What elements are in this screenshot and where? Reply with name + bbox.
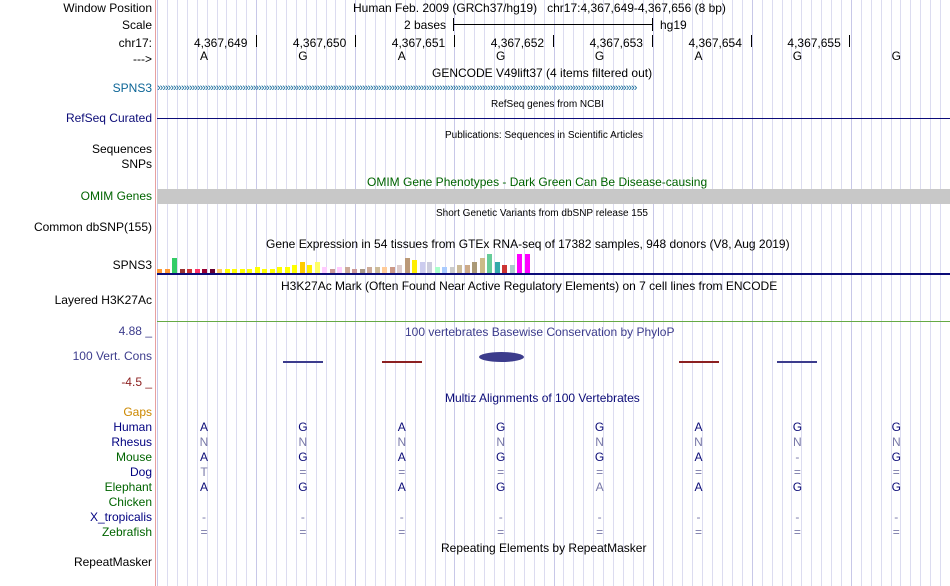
ruler-tick	[553, 35, 554, 47]
multiz-base: -	[894, 510, 899, 524]
gtex-expression-bars[interactable]	[157, 254, 557, 273]
multiz-base: A	[694, 420, 703, 434]
gtex-tissue-bar[interactable]	[420, 262, 425, 273]
multiz-base: G	[298, 420, 308, 434]
multiz-species-label[interactable]: Mouse	[115, 450, 152, 464]
scale-text: 2 bases	[404, 18, 447, 32]
ruler-coordinate: 4,367,653	[589, 36, 643, 50]
ruler-base: G	[496, 49, 506, 63]
multiz-base: =	[793, 465, 801, 479]
multiz-base: =	[398, 465, 406, 479]
gtex-tissue-bar[interactable]	[510, 265, 515, 273]
gtex-tissue-bar[interactable]	[480, 258, 485, 273]
assembly-name: Human Feb. 2009 (GRCh37/hg19)	[353, 1, 538, 15]
gtex-tissue-bar[interactable]	[292, 265, 297, 273]
gencode-gene-feature[interactable]: ››››››››››››››››››››››››››››››››››››››››››››››››››››››››››››››››››››››››››››››››››››››››››››››››››››››››››››››››››››››››››››››››››››››››››››››››››››››››››››››››››››››››››››››››››››	[157, 82, 637, 94]
ruler-base: A	[199, 49, 208, 63]
gtex-tissue-bar[interactable]	[427, 262, 432, 273]
gtex-tissue-bar[interactable]	[315, 262, 320, 273]
multiz-base: -	[202, 510, 206, 524]
multiz-base: A	[397, 420, 406, 434]
pubs-sequences-label[interactable]: Sequences	[91, 142, 152, 156]
h3k27ac-signal-baseline	[157, 321, 950, 322]
pubs-snps-label[interactable]: SNPs	[121, 157, 152, 171]
gtex-tissue-bar[interactable]	[397, 265, 402, 273]
gtex-tissue-bar[interactable]	[487, 254, 492, 273]
multiz-base: G	[298, 480, 308, 494]
multiz-base: =	[694, 525, 702, 539]
multiz-base: A	[595, 480, 604, 494]
multiz-base: G	[594, 420, 605, 434]
dbsnp-track-title: Short Genetic Variants from dbSNP release 155	[436, 208, 648, 219]
cons-max-label: 4.88 _	[118, 324, 152, 338]
gtex-tissue-bar[interactable]	[502, 265, 507, 273]
multiz-base: A	[199, 450, 208, 464]
multiz-base: N	[298, 435, 308, 449]
rmsk-track-label[interactable]: RepeatMasker	[73, 555, 152, 569]
multiz-species-label[interactable]: Elephant	[104, 480, 152, 494]
multiz-base: =	[694, 465, 702, 479]
gtex-tissue-bar[interactable]	[412, 260, 417, 273]
gtex-tissue-bar[interactable]	[472, 262, 477, 273]
multiz-base: =	[497, 465, 505, 479]
refseq-track-label[interactable]: RefSeq Curated	[65, 111, 152, 125]
multiz-base: =	[892, 525, 900, 539]
gtex-gene-label[interactable]: SPNS3	[112, 258, 152, 272]
cons-base-mark[interactable]	[382, 361, 422, 363]
ruler-coordinate: 4,367,650	[292, 36, 347, 50]
scale-bar	[453, 24, 652, 25]
multiz-base: G	[891, 420, 901, 434]
ruler-base: G	[298, 49, 308, 63]
multiz-base: G	[891, 450, 901, 464]
cons-min-label: -4.5 _	[121, 375, 152, 389]
pubs-track-title: Publications: Sequences in Scientific Articles	[445, 130, 643, 141]
scale-bar-left-end	[453, 18, 454, 31]
gtex-tissue-bar[interactable]	[517, 254, 522, 273]
multiz-base: N	[595, 435, 604, 449]
gtex-tissue-bar[interactable]	[172, 258, 177, 273]
cons-track-label[interactable]: 100 Vert. Cons	[72, 349, 152, 363]
multiz-base: =	[793, 525, 801, 539]
gtex-track-title: Gene Expression in 54 tissues from GTEx RNA-seq of 17382 samples, 948 donors (V8, Aug 2019)	[266, 237, 790, 251]
ruler-coordinate: 4,367,652	[490, 36, 545, 50]
multiz-base: -	[399, 510, 404, 524]
window-position-label: Window Position	[63, 1, 152, 15]
multiz-base: G	[496, 420, 506, 434]
multiz-base: -	[696, 510, 701, 524]
multiz-base: N	[694, 435, 703, 449]
multiz-base: A	[199, 420, 208, 434]
dbsnp-track-label[interactable]: Common dbSNP(155)	[33, 220, 152, 234]
multiz-base: N	[199, 435, 209, 449]
h3k27ac-track-label[interactable]: Layered H3K27Ac	[54, 293, 152, 307]
multiz-species-label[interactable]: Chicken	[108, 495, 152, 509]
cons-base-mark[interactable]	[479, 352, 524, 362]
multiz-base: G	[792, 480, 803, 494]
multiz-base: A	[397, 450, 406, 464]
gtex-tissue-bar[interactable]	[307, 265, 312, 273]
multiz-base: -	[795, 510, 800, 524]
ruler-coordinate: 4,367,649	[194, 36, 248, 50]
multiz-base: =	[596, 465, 604, 479]
multiz-base: G	[891, 480, 901, 494]
ruler-tick	[849, 35, 850, 47]
multiz-base: =	[200, 525, 208, 539]
refseq-gene-line[interactable]	[157, 118, 950, 119]
multiz-base: -	[498, 510, 503, 524]
ruler-tick	[652, 35, 653, 47]
multiz-species-label[interactable]: X_tropicalis	[89, 510, 152, 524]
multiz-base: N	[891, 435, 901, 449]
multiz-species-label[interactable]: Zebrafish	[101, 525, 152, 539]
scale-label: Scale	[121, 18, 152, 32]
multiz-species-label[interactable]: Human	[113, 420, 152, 434]
multiz-base: =	[892, 465, 900, 479]
multiz-base: G	[298, 450, 308, 464]
scale-bar-right-end	[652, 18, 653, 31]
ruler-base: A	[397, 49, 406, 63]
omim-track-label[interactable]: OMIM Genes	[80, 189, 152, 203]
multiz-base: A	[199, 480, 208, 494]
multiz-track-title: Multiz Alignments of 100 Vertebrates	[445, 391, 640, 405]
multiz-base: T	[200, 465, 208, 479]
position-text: chr17:4,367,649-4,367,656 (8 bp)	[547, 1, 726, 15]
cons-base-mark[interactable]	[777, 361, 817, 363]
multiz-base: G	[496, 480, 506, 494]
multiz-base: N	[496, 435, 506, 449]
multiz-species-label[interactable]: Gaps	[123, 405, 152, 419]
ruler-base: G	[594, 49, 605, 63]
multiz-base: -	[795, 450, 800, 464]
gtex-tissue-bar[interactable]	[495, 262, 500, 273]
ruler-tick	[751, 35, 752, 47]
multiz-base: A	[397, 480, 406, 494]
multiz-base: -	[300, 510, 305, 524]
refseq-track-title: RefSeq genes from NCBI	[491, 99, 604, 110]
h3k27ac-track-title: H3K27Ac Mark (Often Found Near Active Regulatory Elements) on 7 cell lines from ENCODE	[281, 279, 778, 293]
gtex-tissue-bar[interactable]	[300, 262, 305, 273]
multiz-base: N	[397, 435, 407, 449]
scale-db: hg19	[660, 18, 687, 32]
multiz-species-label[interactable]: Rhesus	[111, 435, 152, 449]
multiz-base: A	[694, 450, 703, 464]
cons-track-title: 100 vertebrates Basewise Conservation by PhyloP	[405, 325, 675, 339]
multiz-base: =	[398, 525, 406, 539]
ruler-coordinate: 4,367,655	[787, 36, 841, 50]
multiz-base: G	[594, 450, 605, 464]
gtex-tissue-bar[interactable]	[457, 265, 462, 273]
multiz-base: =	[299, 525, 307, 539]
strand-arrow-label: --->	[133, 52, 152, 66]
multiz-base: G	[496, 450, 506, 464]
gtex-tissue-bar[interactable]	[405, 258, 410, 273]
multiz-base: -	[597, 510, 602, 524]
multiz-base: G	[792, 420, 803, 434]
multiz-base: =	[497, 525, 505, 539]
omim-gene-bar[interactable]	[157, 189, 950, 204]
multiz-species-label[interactable]: Dog	[129, 465, 152, 479]
ruler-tick	[355, 35, 356, 47]
gtex-gene-line	[157, 273, 950, 275]
ruler-tick	[454, 35, 455, 47]
ruler-base: G	[792, 49, 803, 63]
cons-base-mark[interactable]	[283, 361, 323, 363]
chrom-label: chr17:	[118, 36, 152, 50]
ruler-base: A	[694, 49, 703, 63]
gencode-track-title: GENCODE V49lift37 (4 items filtered out)	[432, 66, 653, 80]
cons-base-mark[interactable]	[679, 361, 719, 363]
multiz-base: =	[299, 465, 307, 479]
ruler-base: G	[891, 49, 901, 63]
gtex-tissue-bar[interactable]	[525, 254, 530, 273]
multiz-base: =	[596, 525, 604, 539]
ruler-tick	[256, 35, 257, 47]
gencode-gene-label[interactable]: SPNS3	[112, 81, 152, 95]
multiz-base: N	[793, 435, 802, 449]
gtex-tissue-bar[interactable]	[465, 265, 470, 273]
assembly-title	[353, 1, 726, 16]
ruler-coordinate: 4,367,651	[391, 36, 446, 50]
multiz-base: A	[694, 480, 703, 494]
ruler-coordinate: 4,367,654	[688, 36, 742, 50]
rmsk-track-title: Repeating Elements by RepeatMasker	[441, 541, 647, 555]
omim-track-title: OMIM Gene Phenotypes - Dark Green Can Be Disease-causing	[367, 175, 708, 189]
